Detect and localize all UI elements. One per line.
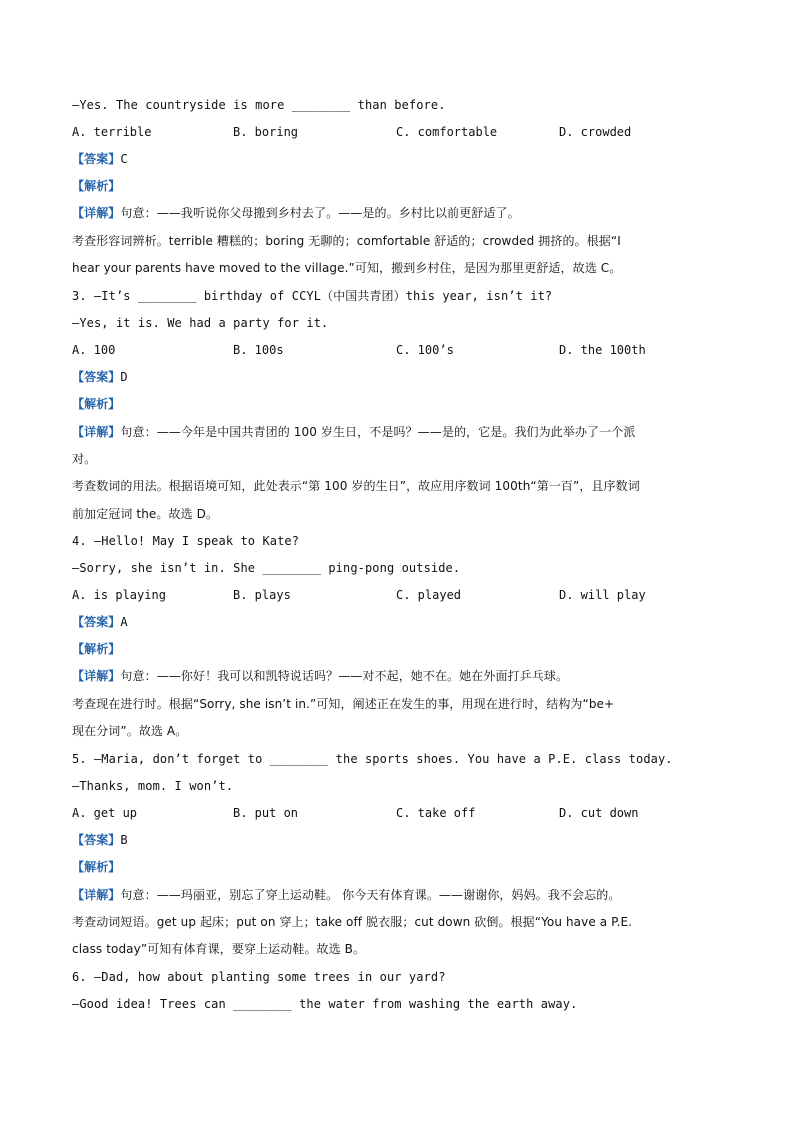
detail-line: 考查动词短语。get up 起床；put on 穿上；take off 脱衣服；cut down 砍倒。根据“You have a P.E. bbox=[72, 915, 633, 929]
detail-line: class today”可知有体育课，要穿上运动鞋。故选 B。 bbox=[72, 942, 366, 956]
analysis-line bbox=[72, 859, 732, 875]
detail-line bbox=[72, 205, 732, 221]
detail-text: 句意：——玛丽亚，别忘了穿上运动鞋。 你今天有体育课。——谢谢你，妈妈。我不会忘的。 bbox=[120, 888, 621, 902]
options-row bbox=[72, 342, 732, 358]
analysis-label: 【解析】 bbox=[72, 179, 121, 193]
answer-line bbox=[72, 832, 732, 848]
detail-line bbox=[72, 887, 732, 903]
answer-line bbox=[72, 369, 732, 385]
answer-label: 【答案】 bbox=[72, 833, 121, 847]
detail-line: 考查形容词辨析。terrible 糟糕的；boring 无聊的；comfortable 舒适的；crowded 拥挤的。根据“I bbox=[72, 234, 621, 248]
answer-line bbox=[72, 151, 732, 167]
question-line: 4. —Hello! May I speak to Kate? bbox=[72, 534, 300, 548]
option-a: A. is playing bbox=[72, 588, 166, 602]
option-c: C. take off bbox=[396, 806, 476, 820]
option-c: C. comfortable bbox=[396, 125, 498, 139]
question-line: —Yes. The countryside is more ________ than before. bbox=[72, 98, 446, 112]
analysis-line bbox=[72, 178, 732, 194]
answer-value: B bbox=[120, 833, 128, 847]
option-c: C. played bbox=[396, 588, 462, 602]
analysis-line bbox=[72, 641, 732, 657]
answer-line bbox=[72, 614, 732, 630]
detail-label: 【详解】 bbox=[72, 425, 121, 439]
option-c: C. 100’s bbox=[396, 343, 454, 357]
question-line: —Thanks, mom. I won’t. bbox=[72, 779, 234, 793]
options-row bbox=[72, 124, 732, 140]
option-b: B. put on bbox=[233, 806, 299, 820]
detail-line: 对。 bbox=[72, 452, 97, 466]
detail-line bbox=[72, 424, 732, 440]
option-b: B. 100s bbox=[233, 343, 284, 357]
detail-line: 考查现在进行时。根据“Sorry, she isn’t in.”可知，阐述正在发生的事，用现在进行时，结构为“be+ bbox=[72, 697, 615, 711]
analysis-label: 【解析】 bbox=[72, 397, 121, 411]
option-b: B. boring bbox=[233, 125, 299, 139]
question-line: 5. —Maria, don’t forget to ________ the sports shoes. You have a P.E. class today. bbox=[72, 752, 673, 766]
detail-line: 前加定冠词 the。故选 D。 bbox=[72, 507, 219, 521]
question-line: 6. —Dad, how about planting some trees in our yard? bbox=[72, 970, 446, 984]
detail-line: 现在分词”。故选 A。 bbox=[72, 724, 188, 738]
option-d: D. will play bbox=[559, 588, 646, 602]
option-d: D. crowded bbox=[559, 125, 632, 139]
detail-text: 句意：——你好！我可以和凯特说话吗？——对不起，她不在。她在外面打乒乓球。 bbox=[120, 669, 569, 683]
question-line: —Sorry, she isn’t in. She ________ ping-pong outside. bbox=[72, 561, 461, 575]
detail-text: 句意：——今年是中国共青团的 100 岁生日，不是吗？——是的，它是。我们为此举办了一个派 bbox=[120, 425, 636, 439]
answer-value: A bbox=[120, 615, 128, 629]
analysis-label: 【解析】 bbox=[72, 860, 121, 874]
option-a: A. get up bbox=[72, 806, 138, 820]
analysis-label: 【解析】 bbox=[72, 642, 121, 656]
answer-value: D bbox=[120, 370, 128, 384]
detail-label: 【详解】 bbox=[72, 669, 121, 683]
question-line: —Yes, it is. We had a party for it. bbox=[72, 316, 329, 330]
question-line: —Good idea! Trees can ________ the water from washing the earth away. bbox=[72, 997, 578, 1011]
detail-line: 考查数词的用法。根据语境可知，此处表示“第 100 岁的生日”，故应用序数词 100th“第一百”，且序数词 bbox=[72, 479, 640, 493]
detail-line: hear your parents have moved to the village.”可知，搬到乡村住，是因为那里更舒适，故选 C。 bbox=[72, 261, 622, 275]
answer-label: 【答案】 bbox=[72, 615, 121, 629]
detail-line bbox=[72, 668, 732, 684]
question-line: 3. —It’s ________ birthday of CCYL（中国共青团）this year, isn’t it? bbox=[72, 289, 553, 303]
option-a: A. 100 bbox=[72, 343, 116, 357]
answer-value: C bbox=[120, 152, 128, 166]
detail-text: 句意：——我听说你父母搬到乡村去了。——是的。乡村比以前更舒适了。 bbox=[120, 206, 520, 220]
option-b: B. plays bbox=[233, 588, 291, 602]
answer-label: 【答案】 bbox=[72, 152, 121, 166]
option-d: D. cut down bbox=[559, 806, 639, 820]
answer-label: 【答案】 bbox=[72, 370, 121, 384]
options-row bbox=[72, 805, 732, 821]
option-d: D. the 100th bbox=[559, 343, 646, 357]
detail-label: 【详解】 bbox=[72, 206, 121, 220]
analysis-line bbox=[72, 396, 732, 412]
option-a: A. terrible bbox=[72, 125, 152, 139]
options-row bbox=[72, 587, 732, 603]
detail-label: 【详解】 bbox=[72, 888, 121, 902]
